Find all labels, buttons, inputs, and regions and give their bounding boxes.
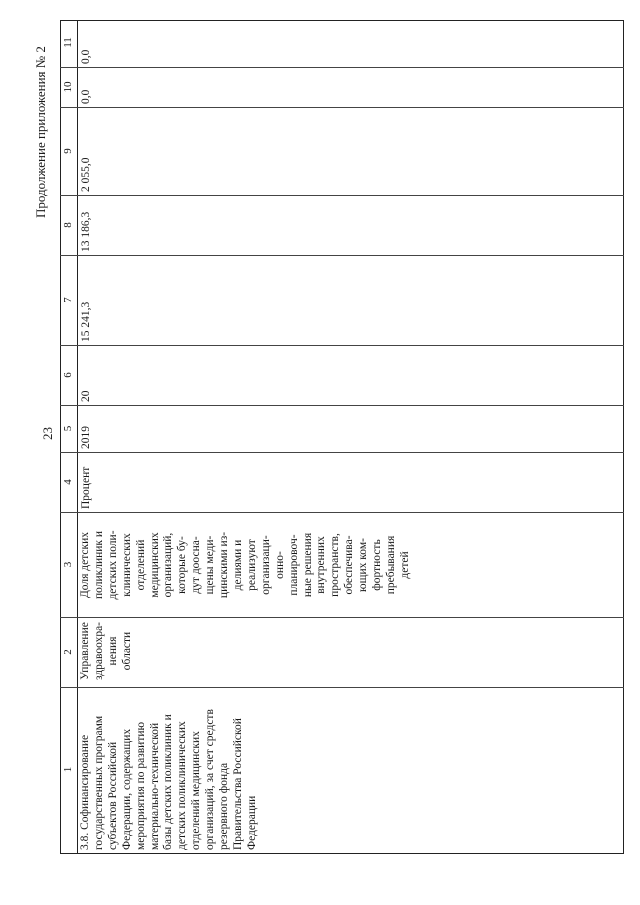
- col-num-3: 3: [62, 561, 74, 568]
- cell-col7-value: 15 241,3: [80, 301, 92, 342]
- cell-col6-value: 20: [80, 390, 92, 402]
- col-num-10: 10: [62, 81, 74, 93]
- col-num-9: 9: [62, 148, 74, 154]
- cell-col2-responsible: Управление здравоохра- нения области: [79, 621, 133, 681]
- col-num-2: 2: [62, 649, 74, 655]
- col-num-5: 5: [62, 425, 74, 432]
- cell-col3-indicator: Доля детских поликлиник и детских поли- клинических отделений медицинских организаций, которые бу- дут доосна- щены меди- цинскими из- делиями и реализуют организаци- онно- планировоч- ные решения внутренних пространств, обеспечива- ющих ком- фортность пребывания детей: [79, 530, 411, 600]
- col-num-8: 8: [62, 222, 74, 228]
- cell-col11-value: 0,0: [80, 49, 92, 64]
- col-num-7: 7: [62, 297, 74, 303]
- cell-col10-value: 0,0: [80, 89, 92, 104]
- col-num-6: 6: [62, 372, 74, 378]
- cell-col5-value: 2019: [80, 426, 92, 449]
- cell-col1-event: 3.8. Софинансирование государственных программ субъектов Российской Федерации, содержащих мероприятия по развитию материально-технической базы детских поликлиник и детских поликлинических отделений медицинских организаций, за счет средств резервного фонда Правительства Российской Федерации: [79, 709, 258, 850]
- continuation-title: Продолжение приложения № 2: [33, 46, 48, 218]
- cell-col8-value: 13 186,3: [80, 211, 92, 252]
- col-num-11: 11: [62, 37, 74, 48]
- page-number: 23: [40, 427, 55, 440]
- col-num-1: 1: [62, 766, 74, 773]
- col-num-4: 4: [62, 479, 74, 485]
- cell-col9-value: 2 055,0: [80, 157, 92, 192]
- cell-col4-value: Процент: [80, 466, 92, 509]
